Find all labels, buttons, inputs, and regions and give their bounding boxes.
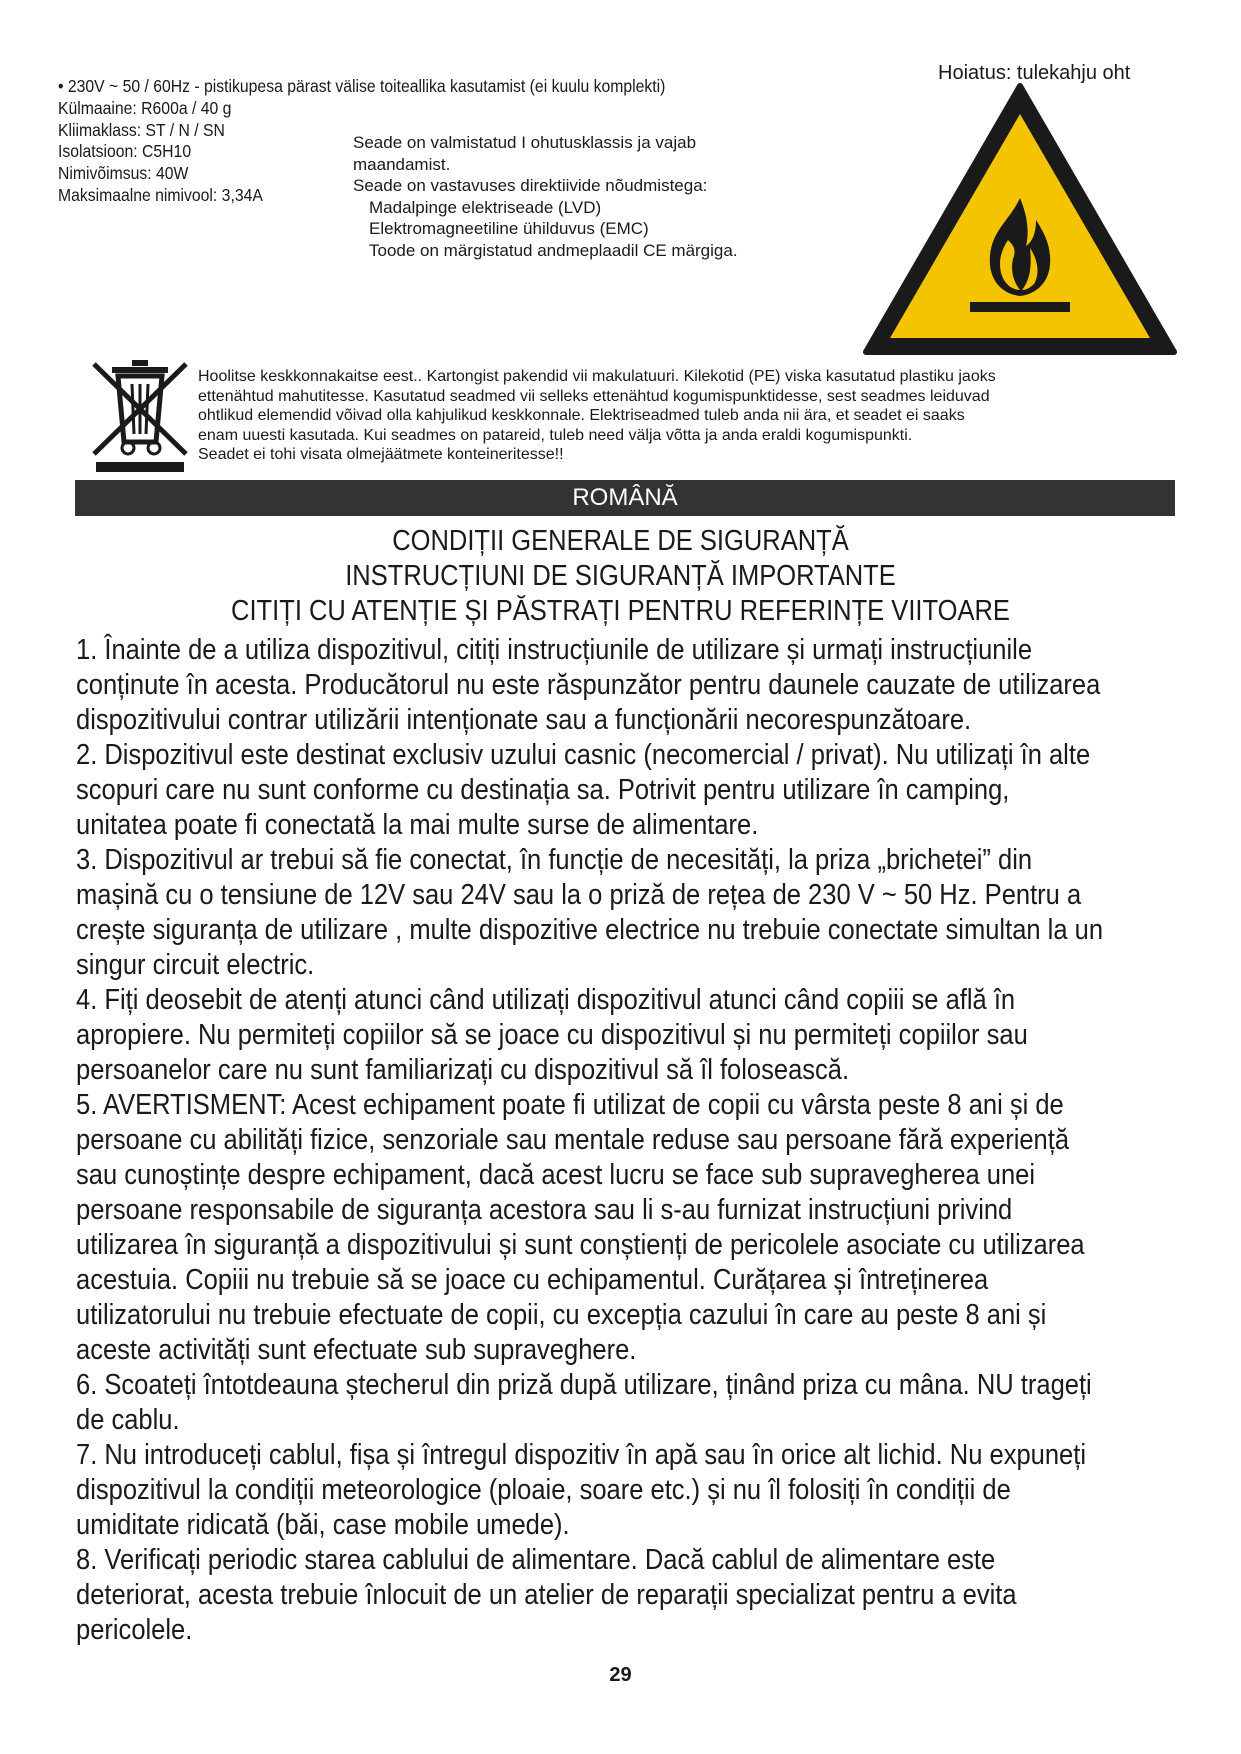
heading-line: INSTRUCȚIUNI DE SIGURANȚĂ IMPORTANTE: [345, 560, 896, 592]
body-line: apropiere. Nu permiteți copiilor să se joace cu dispozitivul și nu permiteți copiilor sau: [76, 1019, 1028, 1051]
safety-instructions: [76, 633, 1160, 1648]
body-line: persoane responsabile de siguranța acestora sau li s-au furnizat instrucțiuni privind: [76, 1194, 1013, 1226]
body-line: persoane cu abilități fizice, senzoriale sau mentale reduse sau persoane fără experiență: [76, 1124, 1070, 1156]
body-line: 1. Înainte de a utiliza dispozitivul, citiți instrucțiunile de utilizare și urmați instrucțiunile: [76, 634, 1033, 666]
body-line: de cablu.: [76, 1404, 180, 1436]
body-line: 3. Dispozitivul ar trebui să fie conectat, în funcție de necesități, la priza „brichetei” din: [76, 844, 1033, 876]
cert-line: Toode on märgistatud andmeplaadil CE märgiga.: [369, 240, 738, 260]
body-line: umiditate ridicată (băi, case mobile umede).: [76, 1509, 570, 1541]
spec-line: Kliimaklass: ST / N / SN: [58, 119, 225, 140]
spec-line: Nimivõimsus: 40W: [58, 163, 189, 184]
env-line: Hoolitse keskkonnakaitse eest.. Kartongist pakendid vii makulatuuri. Kilekotid (PE) viska kasutatud plastiku jaoks: [198, 368, 996, 385]
env-line: ohtlikud elemendid võivad olla kahjulikud keskkonnale. Elektriseadmed tuleb anda nii ära, et seadet ei saaks: [198, 407, 965, 424]
body-line: acestuia. Copiii nu trebuie să se joace cu echipamentul. Curățarea și întreținerea: [76, 1264, 989, 1296]
body-line: 5. AVERTISMENT: Acest echipament poate fi utilizat de copii cu vârsta peste 8 ani și de: [76, 1089, 1064, 1121]
environment-notice: [198, 367, 996, 465]
body-line: persoanelor care nu sunt familiarizați cu dispozitivul să îl folosească.: [76, 1054, 850, 1086]
body-line: 2. Dispozitivul este destinat exclusiv uzului casnic (necomercial / privat). Nu utilizați în alte: [76, 739, 1091, 771]
body-line: conținute în acesta. Producătorul nu este răspunzător pentru daunele cauzate de utilizarea: [76, 669, 1101, 701]
language-section-bar: ROMÂNĂ: [75, 480, 1175, 516]
spec-line: • 230V ~ 50 / 60Hz - pistikupesa pärast välise toiteallika kasutamist (ei kuulu komplekti): [58, 76, 666, 96]
body-line: utilizarea în siguranță a dispozitivului și sunt conștienți de pericolele asociate cu utilizarea: [76, 1229, 1085, 1261]
cert-line: Seade on vastavuses direktiivide nõudmistega:: [353, 176, 708, 196]
cert-line: Elektromagneetiline ühilduvus (EMC): [369, 219, 649, 239]
body-line: dispozitivul la condiții meteorologice (ploaie, soare etc.) și nu îl folosiți în condiții de: [76, 1474, 1011, 1506]
cert-line: Madalpinge elektriseade (LVD): [369, 197, 602, 217]
body-line: dispozitivului contrar utilizării intenționate sau a funcționării necorespunzătoare.: [76, 704, 972, 736]
body-line: 8. Verificați periodic starea cablului de alimentare. Dacă cablul de alimentare este: [76, 1544, 996, 1576]
body-line: deteriorat, acesta trebuie înlocuit de un atelier de reparații specializat pentru a evita: [76, 1579, 1017, 1611]
spec-line: Külmaaine: R600a / 40 g: [58, 97, 232, 118]
certification-block: [353, 132, 738, 262]
body-line: mașină cu o tensiune de 12V sau 24V sau la o priză de rețea de 230 V ~ 50 Hz. Pentru a: [76, 879, 1082, 911]
body-line: sau cunoștințe despre echipament, dacă acest lucru se face sub supravegherea unei: [76, 1159, 1036, 1191]
env-line: ettenähtud mahutitesse. Kasutatud seadmed vii selleks ettenähtud kogumispunktidesse, sest seadmes leiduvad: [198, 387, 990, 405]
section-headings: [0, 524, 1241, 629]
body-line: 6. Scoateți întotdeauna ștecherul din priză după utilizare, ținând priza cu mâna. NU trageți: [76, 1369, 1092, 1401]
spec-line: Isolatsioon: C5H10: [58, 141, 192, 162]
body-line: aceste activități sunt efectuate sub supraveghere.: [76, 1334, 637, 1366]
env-line: Seadet ei tohi visata olmejäätmete konteineritesse!!: [198, 446, 564, 463]
body-line: unitatea poate fi conectată la mai multe surse de alimentare.: [76, 809, 759, 841]
spec-line: Maksimaalne nimivool: 3,34A: [58, 184, 263, 205]
heading-line: CITIȚI CU ATENȚIE ȘI PĂSTRAȚI PENTRU REFERINȚE VIITOARE: [231, 595, 1010, 627]
env-line: enam uuesti kasutada. Kui seadmes on patareid, tuleb need välja võtta ja anda eraldi kogumispunkti.: [198, 426, 913, 444]
fire-hazard-icon: [860, 80, 1180, 358]
crossed-out-bin-icon: [90, 358, 190, 474]
body-line: 4. Fiți deosebit de atenți atunci când utilizați dispozitivul atunci când copiii se află în: [76, 984, 1016, 1016]
page-number: 29: [609, 1664, 632, 1686]
body-line: 7. Nu introduceți cablul, fișa și întregul dispozitiv în apă sau în orice alt lichid. Nu expuneți: [76, 1439, 1087, 1471]
body-line: crește siguranța de utilizare , multe dispozitive electrice nu trebuie conectate simultan la un: [76, 914, 1104, 946]
body-line: singur circuit electric.: [76, 949, 315, 981]
body-line: utilizatorului nu trebuie efectuate de copii, cu excepția cazului în care au peste 8 ani și: [76, 1299, 1047, 1331]
cert-line: maandamist.: [353, 154, 451, 174]
body-line: scopuri care nu sunt conforme cu destinația sa. Potrivit pentru utilizare în camping,: [76, 774, 1010, 806]
cert-line: Seade on valmistatud I ohutusklassis ja vajab: [353, 133, 697, 152]
heading-line: CONDIȚII GENERALE DE SIGURANȚĂ: [392, 525, 849, 557]
body-line: pericolele.: [76, 1614, 193, 1646]
warning-label: Hoiatus: tulekahju oht: [938, 62, 1131, 84]
